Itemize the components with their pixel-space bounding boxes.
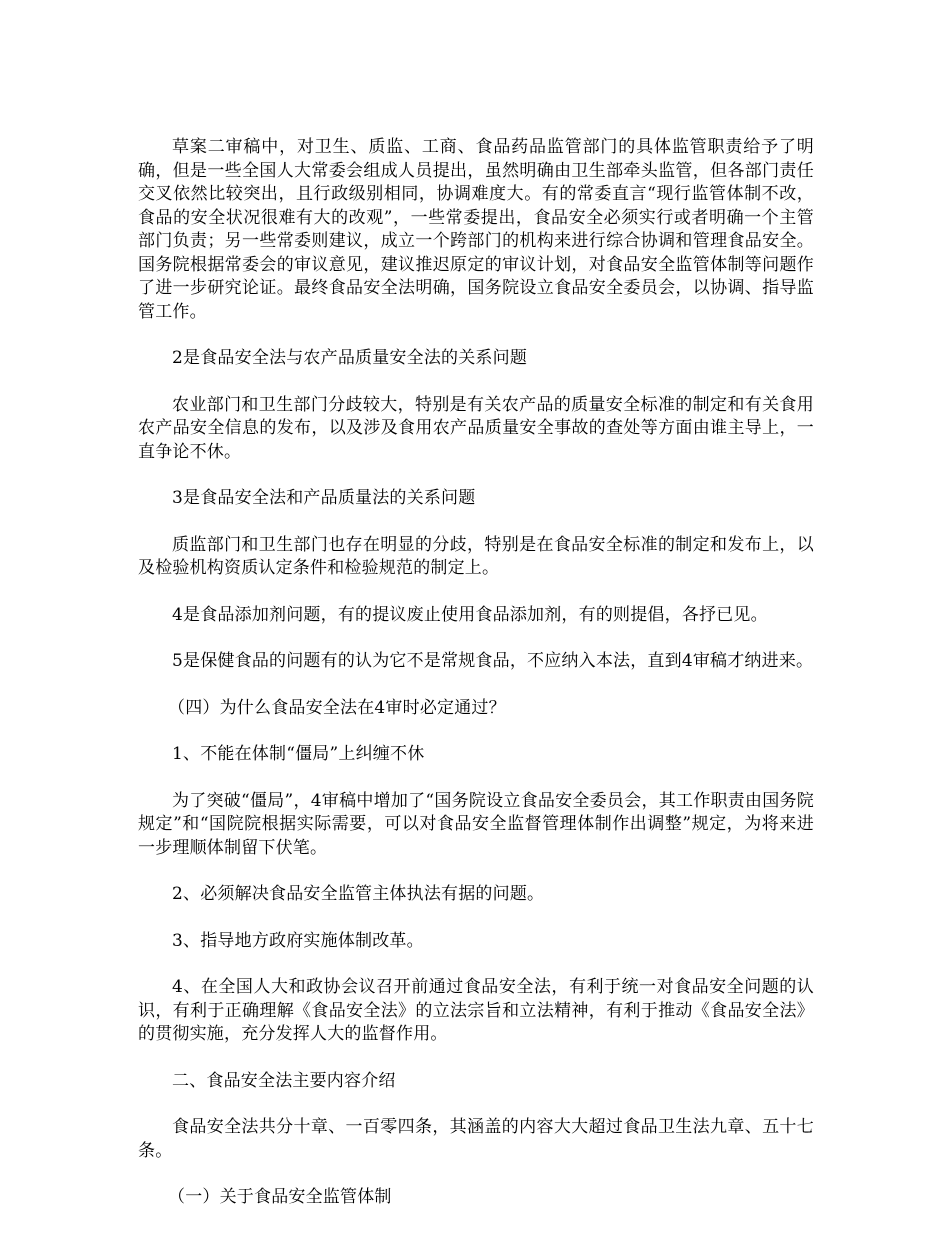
paragraph-issue-4-additives: 4是食品添加剂问题，有的提议废止使用食品添加剂，有的则提倡，各抒已见。 (172, 604, 768, 625)
section-heading-why-pass: （四）为什么食品安全法在4审时必定通过？ (168, 697, 506, 718)
paragraph-issue-2-heading: 2是食品安全法与农产品质量安全法的关系问题 (172, 348, 528, 368)
paragraph-quality-health-dispute: 质监部门和卫生部门也存在明显的分歧，特别是在食品安全标准的制定和发布上，以及检验机构资质认定条件和检验规范的制定上。 (138, 534, 814, 578)
paragraph-issue-3-heading: 3是食品安全法和产品质量法的关系问题 (172, 488, 476, 508)
paragraph-point-1-heading: 1、不能在体制“僵局”上纠缠不休 (172, 744, 425, 764)
section-heading-supervision-system: （一）关于食品安全监管体制 (168, 1187, 392, 1207)
section-heading-main-content: 二、食品安全法主要内容介绍 (172, 1070, 396, 1091)
paragraph-point-2: 2、必须解决食品安全监管主体执法有据的问题。 (172, 884, 545, 904)
paragraph-point-4: 4、在全国人大和政协会议召开前通过食品安全法，有利于统一对食品安全问题的认识，有利于正确理解《食品安全法》的立法宗旨和立法精神，有利于推动《食品安全法》的贯彻实施，充分发挥人大的监督作用。 (138, 977, 814, 1044)
paragraph-chapter-count: 食品安全法共分十章、一百零四条，其涵盖的内容大大超过食品卫生法九章、五十七条。 (138, 1117, 814, 1161)
paragraph-issue-5-health-food: 5是保健食品的问题有的认为它不是常规食品，不应纳入本法，直到4审稿才纳进来。 (172, 651, 814, 671)
paragraph-point-3: 3、指导地方政府实施体制改革。 (172, 930, 424, 951)
paragraph-supervision-draft2: 草案二审稿中，对卫生、质监、工商、食品药品监管部门的具体监管职责给予了明确，但是一些全国人大常委会组成人员提出，虽然明确由卫生部牵头监管，但各部门责任交叉依然比较突出，且行政级别相同，协调难度大。有的常委直言“现行监管体制不改，食品的安全状况很难有大的改观”，一些常委提出，食品安全必须实行或者明确一个主管部门负责；另一些常委则建议，成立一个跨部门的机构来进行综合协调和管理食品安全。国务院根据常委会的审议意见，建议推迟原定的审议计划，对食品安全监管体制等问题作了进一步研究论证。最终食品安全法明确，国务院设立食品安全委员会，以协调、指导监管工作。 (138, 137, 814, 322)
paragraph-break-deadlock: 为了突破“僵局”，4审稿中增加了“国务院设立食品安全委员会，其工作职责由国务院规定”和“国院院根据实际需要，可以对食品安全监督管理体制作出调整”规定，为将来进一步理顺体制留下伏笔。 (138, 790, 814, 858)
document-page (138, 136, 814, 1233)
paragraph-agri-health-dispute: 农业部门和卫生部门分歧较大，特别是有关农产品的质量安全标准的制定和有关食用农产品安全信息的发布，以及涉及食用农产品质量安全事故的查处等方面由谁主导上，一直争论不休。 (138, 394, 814, 462)
